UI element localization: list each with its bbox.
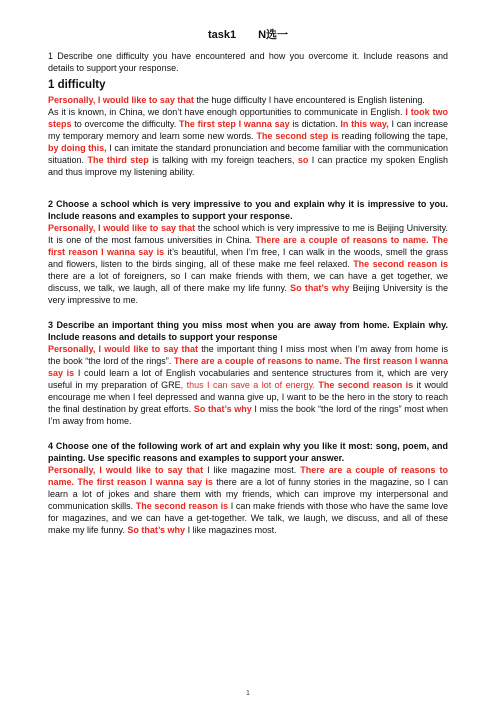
highlight-phrase: So that’s why bbox=[290, 283, 350, 293]
body-text: the important thing I miss most when I’m away from home is the book “the lord of the rings”. bbox=[48, 344, 449, 366]
highlight-phrase: The third step bbox=[87, 155, 149, 165]
body-text: I can practice my spoken English and thus improve my listening ability. bbox=[48, 155, 448, 177]
question-3: 3 Describe an important thing you miss most when you are away from home. Explain why. Include reasons and details to support your response bbox=[48, 320, 448, 342]
highlight-phrase: The second reason is bbox=[135, 501, 229, 511]
highlight-phrase: by doing this, bbox=[48, 143, 107, 153]
title-task: task1 bbox=[207, 29, 237, 41]
body-text: is dictation. bbox=[289, 119, 341, 129]
highlight-phrase: So that’s why bbox=[127, 525, 186, 535]
highlight-phrase: The second reason is bbox=[353, 259, 449, 269]
highlight-phrase: Personally, I would like to say that bbox=[48, 465, 204, 475]
page-number: 1 bbox=[246, 690, 250, 697]
highlight-phrase: The second step is bbox=[256, 131, 339, 141]
body-text: I like magazine most. bbox=[203, 465, 301, 475]
highlight-phrase: The second reason is bbox=[314, 380, 414, 390]
highlight-phrase: The first step I wanna say bbox=[178, 119, 290, 129]
body-text: there are a lot of foreigners, so I can make friends with them, we can have a get together, we discuss, we talk, we laugh, all of there make my life funny. bbox=[48, 271, 448, 293]
body-text: I like magazines most. bbox=[185, 525, 277, 535]
body-text: the huge difficulty I have encountered is English listening. bbox=[193, 95, 425, 105]
body-text: reading following the tape, bbox=[338, 131, 448, 141]
highlight-phrase: Personally, I would like to say that bbox=[48, 95, 194, 105]
body-text: it would encourage me when I feel depressed and wanna give up, I want to be the hero in the story to reach the final destination by great efforts. bbox=[48, 380, 449, 414]
question-4: 4 Choose one of the following work of art and explain why you like it most: song, poem, and painting. Use specific reasons and examples to support your answer. bbox=[48, 441, 448, 463]
body-text: to overcome the difficulty. bbox=[71, 119, 179, 129]
section-heading: 1 difficulty bbox=[48, 79, 106, 91]
highlight-phrase: There are a couple of reasons to name. The first reason I wanna say is bbox=[48, 235, 449, 257]
body-text: there are a lot of funny stories in the magazine, so I can learn a lot of jokes and share them with my friends, which can improve my interpersonal and communication skills. bbox=[48, 477, 448, 511]
body-text: Beijing University is the very impressive to me. bbox=[48, 283, 448, 305]
body-text: it’s beautiful, when I’m free, I can walk in the woods, smell the grass and flowers, listen to the birds singing, all of these make me feel relaxed. bbox=[48, 247, 448, 269]
highlight-phrase: There are a couple of reasons to name. The first reason I wanna say is bbox=[48, 465, 448, 487]
body-text: I can imitate the standard pronunciation and become familiar with the communication situation. bbox=[48, 143, 448, 165]
highlight-phrase: In this way, bbox=[340, 119, 389, 129]
body-text: I miss the book “the lord of the rings” most when I’m away from home. bbox=[48, 404, 448, 426]
question-2: 2 Choose a school which is very impressive to you and explain why it is impressive to you. Include reasons and examples to support your response. bbox=[48, 199, 448, 221]
body-text: As it is known, in China, we don’t have enough opportunities to communicate in English. bbox=[48, 107, 406, 117]
highlight-phrase: Personally, I would like to say that bbox=[48, 223, 196, 233]
body-text: I could learn a lot of English vocabularies and sentence structures from it, which are very useful in my preparation of GRE bbox=[48, 368, 448, 390]
highlight-phrase: There are a couple of reasons to name. The first reason I wanna say is bbox=[48, 356, 448, 378]
highlight-phrase: so bbox=[297, 155, 309, 165]
body-text: the school which is very impressive to me is Beijing University. It is one of the most famous universities in China. bbox=[48, 223, 449, 245]
body-text: is talking with my foreign teachers, bbox=[148, 155, 298, 165]
highlight-phrase: Personally, I would like to say that bbox=[48, 344, 199, 354]
answer-2 bbox=[48, 222, 448, 306]
question-1: 1 Describe one difficulty you have encountered and how you overcome it. Include reasons and details to support your response. bbox=[48, 51, 448, 73]
answer-3 bbox=[48, 343, 448, 427]
highlight-phrase: So that’s why bbox=[193, 404, 252, 414]
highlight-phrase: I took two steps bbox=[48, 107, 448, 129]
highlight-phrase-light: , thus I can save a lot of energy. bbox=[180, 380, 315, 390]
answer-1-paragraph-1 bbox=[48, 94, 448, 106]
title-choice: N选一 bbox=[258, 29, 289, 41]
document-page bbox=[48, 28, 448, 536]
page-title bbox=[48, 28, 448, 42]
body-text: I can increase my temporary memory and learn some new words. bbox=[48, 119, 448, 141]
answer-1-paragraph-2 bbox=[48, 106, 448, 178]
body-text: I can make friends with those who have the same love for magazines, and we can have a get-together. We talk, we laugh, we discuss, and all of these make my life funny. bbox=[48, 501, 449, 535]
answer-4 bbox=[48, 464, 448, 536]
